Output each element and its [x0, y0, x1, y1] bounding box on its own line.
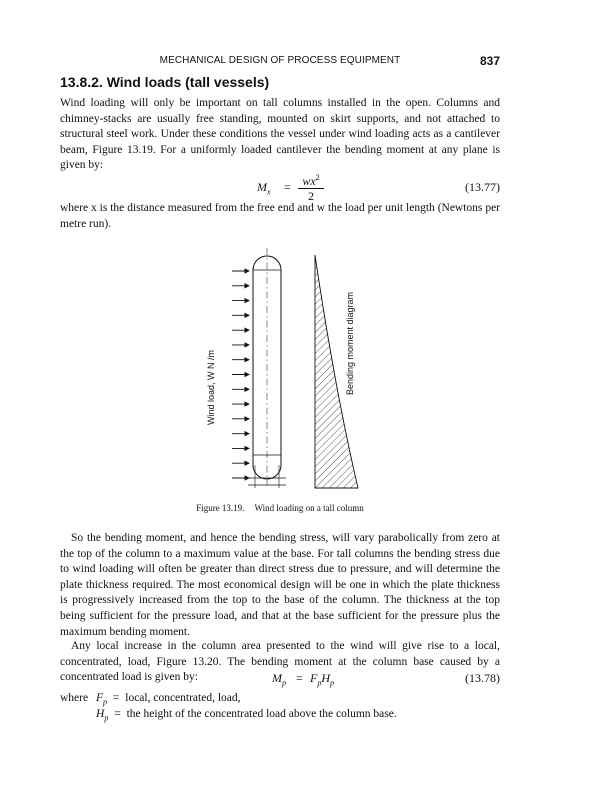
fp-subscript: p	[103, 697, 107, 707]
eq1-number: (13.77)	[465, 180, 500, 194]
definition-hp	[96, 708, 397, 722]
fp-equals: =	[112, 692, 120, 704]
definition-fp	[60, 692, 241, 706]
hp-definition: the height of the concentrated load above the column base.	[126, 708, 397, 720]
eq2-lhs	[272, 671, 286, 687]
hp-symbol	[96, 708, 109, 723]
equation-13-78	[60, 669, 500, 689]
running-header	[60, 55, 500, 69]
eq1-denominator: 2	[308, 189, 314, 203]
hp-subscript: p	[104, 713, 109, 723]
caption-label: Figure 13.19.	[196, 503, 245, 513]
wind-load-arrows	[232, 271, 249, 478]
tall-column	[248, 248, 286, 488]
eq2-number: (13.78)	[465, 671, 500, 685]
eq2-rhs-h-subscript: p	[330, 678, 335, 688]
eq1-equals: =	[284, 180, 291, 194]
running-title: MECHANICAL DESIGN OF PROCESS EQUIPMENT	[159, 55, 401, 66]
where-word: where	[60, 692, 89, 704]
eq2-rhs-f: F	[310, 671, 318, 685]
page-number: 837	[479, 54, 500, 68]
paragraph-bending-stress: So the bending moment, and hence the bending stress, will vary parabolically from zero at the top of the column to a maximum value at the base. For tall columns the bending stress due to wind loading will often be greater than direct stress due to pressure, and will determine the plate thickness required. The most economical design will be one in which the plate thickness is progressively increased from the top to the base of the column. The thickness at the top being sufficient for the pressure load, and that at the base sufficient for the pressure plus the maximum bending moment.	[60, 532, 500, 638]
eq1-lhs-symbol: M	[257, 180, 267, 194]
eq2-lhs-subscript: p	[282, 678, 286, 688]
eq1-numerator	[298, 171, 324, 189]
figure-caption	[60, 503, 500, 513]
eq1-lhs-subscript: x	[267, 187, 271, 197]
equation-13-77	[60, 170, 500, 203]
paragraph-intro: Wind loading will only be important on tall columns installed in the open. Columns and chimney-stacks are usually free standing, mounted on skirt supports, and not attached to structural steel work. Under these conditions the vessel under wind loading acts as a cantilever beam, Figure 13.19. For a uniformly loaded cantilever the bending moment at any plane is given by:	[60, 97, 500, 172]
fp-letter: F	[95, 692, 103, 704]
eq1-fraction	[298, 171, 324, 203]
fp-definition: local, concentrated, load,	[125, 692, 241, 704]
hp-letter: H	[96, 708, 105, 720]
bending-moment-label: Bending moment diagram	[345, 291, 355, 395]
caption-text: Wind loading on a tall column	[254, 503, 364, 513]
eq1-numerator-exponent: 2	[315, 173, 320, 182]
paragraph-local-load: Any local increase in the column area presented to the wind will give rise to a local, concentrated, load, Figure 13.20. The bending moment at the column base caused by a concentrated load is given by:	[60, 640, 500, 684]
fp-symbol	[95, 692, 107, 707]
eq2-rhs-h: H	[321, 671, 331, 685]
eq2-lhs-symbol: M	[272, 671, 282, 685]
hp-equals: =	[114, 708, 121, 720]
eq2-equals: =	[296, 671, 303, 685]
eq1-lhs	[257, 180, 271, 196]
eq1-numerator-text: wx	[302, 174, 316, 188]
section-heading: 13.8.2. Wind loads (tall vessels)	[60, 74, 270, 90]
eq2-rhs	[310, 671, 334, 687]
wind-load-axis-label: Wind load, W N /m	[206, 349, 216, 425]
eq2-rhs-f-subscript: p	[317, 678, 322, 688]
figure-13-19	[195, 240, 365, 495]
paragraph-after-eq1: where x is the distance measured from the free end and w the load per unit length (Newtons per metre run).	[60, 202, 500, 230]
